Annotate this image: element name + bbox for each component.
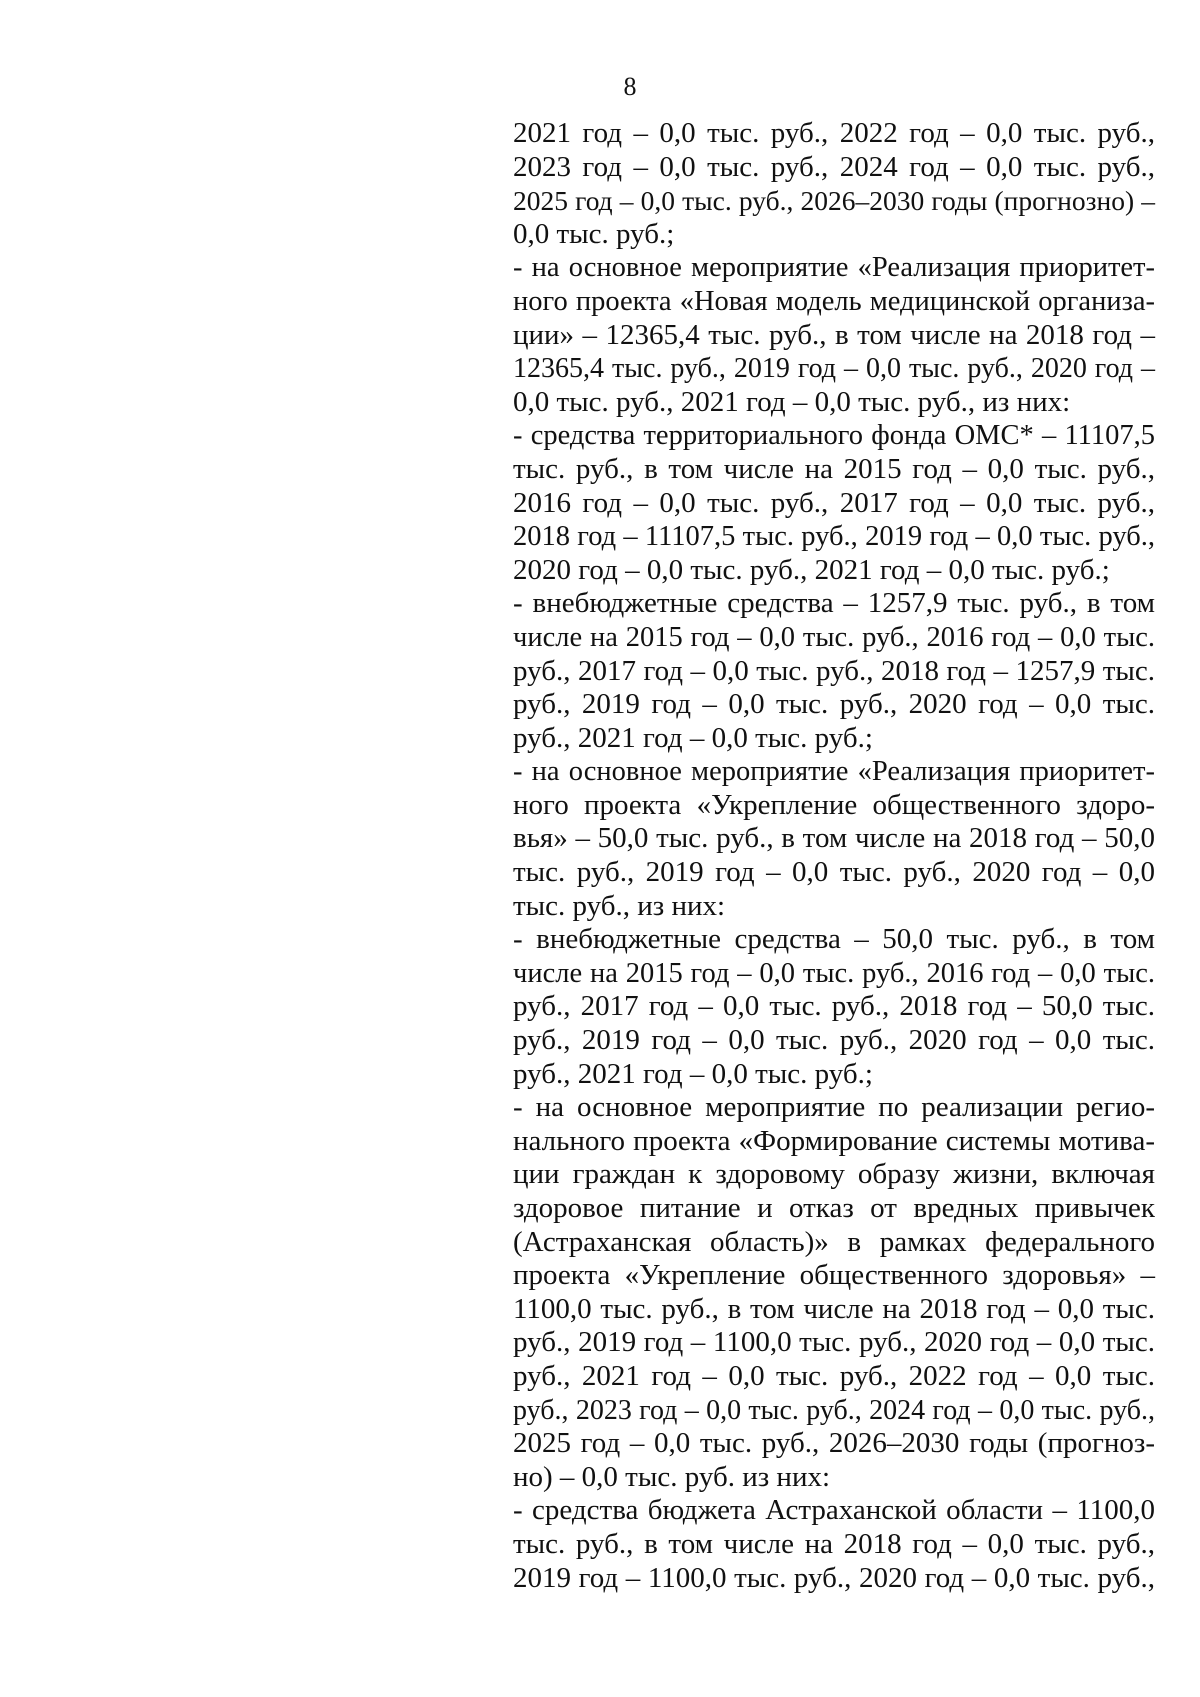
text-line: 0,0 тыс. руб., 2021 год – 0,0 тыс. руб., из них:	[513, 385, 1071, 418]
text-line: руб., 2021 год – 0,0 тыс. руб.;	[513, 721, 873, 754]
text-line: (Астраханская область)» в рамках федерального	[513, 1225, 1155, 1258]
text-line: - средства бюджета Астраханской области – 1100,0	[513, 1494, 1155, 1527]
text-line: ного проекта «Новая модель медицинской организа-	[513, 285, 1155, 317]
text-line: 2023 год – 0,0 тыс. руб., 2024 год – 0,0 тыс. руб.,	[513, 150, 1155, 183]
text-line: руб., 2017 год – 0,0 тыс. руб., 2018 год – 1257,9 тыс.	[513, 654, 1155, 687]
text-line: руб., 2017 год – 0,0 тыс. руб., 2018 год – 50,0 тыс.	[513, 990, 1155, 1023]
text-line: ции» – 12365,4 тыс. руб., в том числе на 2018 год –	[513, 318, 1155, 351]
text-line: 2016 год – 0,0 тыс. руб., 2017 год – 0,0 тыс. руб.,	[513, 486, 1155, 519]
text-line: нального проекта «Формирование системы мотива-	[513, 1124, 1155, 1157]
text-line: здоровое питание и отказ от вредных привычек	[513, 1192, 1155, 1224]
text-line: руб., 2019 год – 1100,0 тыс. руб., 2020 год – 0,0 тыс.	[513, 1326, 1155, 1359]
text-line: 2019 год – 1100,0 тыс. руб., 2020 год – 0,0 тыс. руб.,	[513, 1561, 1155, 1594]
text-line: тыс. руб., из них:	[513, 889, 726, 922]
text-line: руб., 2021 год – 0,0 тыс. руб.;	[513, 1057, 873, 1090]
text-line: - на основное мероприятие по реализации регио-	[513, 1091, 1155, 1124]
text-line: руб., 2019 год – 0,0 тыс. руб., 2020 год – 0,0 тыс.	[513, 688, 1155, 721]
text-line: 1100,0 тыс. руб., в том числе на 2018 год – 0,0 тыс.	[513, 1292, 1155, 1325]
text-line: 2021 год – 0,0 тыс. руб., 2022 год – 0,0 тыс. руб.,	[513, 117, 1155, 149]
text-line: 2025 год – 0,0 тыс. руб., 2026–2030 годы (прогнозно) –	[513, 185, 1155, 217]
text-line: - внебюджетные средства – 1257,9 тыс. руб., в том	[513, 587, 1155, 620]
text-line: 2025 год – 0,0 тыс. руб., 2026–2030 годы (прогноз-	[513, 1427, 1155, 1460]
text-line: но) – 0,0 тыс. руб. из них:	[513, 1460, 831, 1493]
page-number: 8	[623, 72, 637, 101]
text-line: 12365,4 тыс. руб., 2019 год – 0,0 тыс. руб., 2020 год –	[513, 353, 1155, 385]
text-line: - на основное мероприятие «Реализация приоритет-	[513, 756, 1155, 788]
text-line: - на основное мероприятие «Реализация приоритет-	[513, 252, 1155, 284]
text-line: ного проекта «Укрепление общественного здоро-	[513, 788, 1155, 821]
text-line: числе на 2015 год – 0,0 тыс. руб., 2016 год – 0,0 тыс.	[513, 957, 1155, 989]
text-line: проекта «Укрепление общественного здоровья» –	[513, 1259, 1155, 1292]
text-line: числе на 2015 год – 0,0 тыс. руб., 2016 год – 0,0 тыс.	[513, 621, 1155, 653]
body-text-column	[513, 117, 1155, 1595]
text-line: ции граждан к здоровому образу жизни, включая	[513, 1158, 1155, 1191]
text-line: руб., 2019 год – 0,0 тыс. руб., 2020 год – 0,0 тыс.	[513, 1024, 1155, 1057]
text-line: тыс. руб., 2019 год – 0,0 тыс. руб., 2020 год – 0,0	[513, 856, 1155, 889]
text-line: 2018 год – 11107,5 тыс. руб., 2019 год – 0,0 тыс. руб.,	[513, 521, 1155, 553]
text-line: - средства территориального фонда ОМС* – 11107,5	[513, 420, 1155, 452]
text-line: тыс. руб., в том числе на 2018 год – 0,0 тыс. руб.,	[513, 1527, 1155, 1560]
text-line: - внебюджетные средства – 50,0 тыс. руб., в том	[513, 923, 1155, 956]
text-line: руб., 2021 год – 0,0 тыс. руб., 2022 год – 0,0 тыс.	[513, 1359, 1155, 1392]
text-line: тыс. руб., в том числе на 2015 год – 0,0 тыс. руб.,	[513, 452, 1155, 485]
text-line: вья» – 50,0 тыс. руб., в том числе на 2018 год – 50,0	[513, 822, 1155, 855]
text-line: руб., 2023 год – 0,0 тыс. руб., 2024 год – 0,0 тыс. руб.,	[513, 1394, 1155, 1426]
text-line: 2020 год – 0,0 тыс. руб., 2021 год – 0,0 тыс. руб.;	[513, 553, 1110, 586]
text-line: 0,0 тыс. руб.;	[513, 217, 675, 250]
